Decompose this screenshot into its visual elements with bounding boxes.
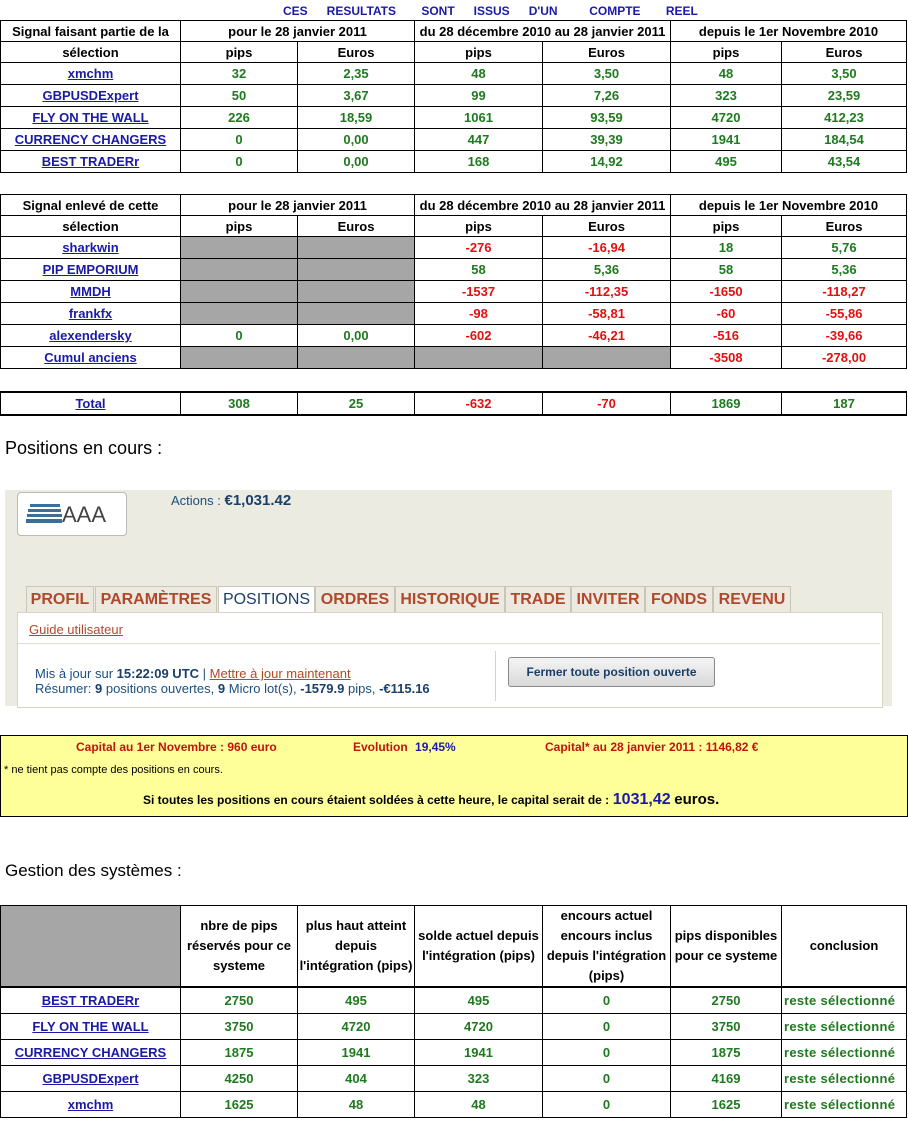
empty-cell <box>298 259 415 281</box>
table-row <box>1 63 907 85</box>
table-row <box>1 129 907 151</box>
tab-ordres[interactable]: ORDRES <box>315 586 395 613</box>
cell: 5,76 <box>782 237 907 259</box>
cell: 25 <box>298 392 415 415</box>
cell: 18,59 <box>298 107 415 129</box>
header-reserved: nbre de pips réservés pour ce systeme <box>181 906 298 988</box>
evolution-value: 19,45% <box>415 740 456 754</box>
cell: 0 <box>181 151 298 173</box>
cell: -3508 <box>671 347 782 369</box>
cell: -46,21 <box>543 325 671 347</box>
evolution-row <box>353 740 456 754</box>
period-month-header: du 28 décembre 2010 au 28 janvier 2011 <box>415 21 671 42</box>
signal-link[interactable]: BEST TRADERr <box>1 987 181 1014</box>
cell: 1061 <box>415 107 543 129</box>
header-high: plus haut atteint depuis l'intégration (pips) <box>298 906 415 988</box>
signal-header-2: sélection <box>1 42 181 63</box>
cell: 2,35 <box>298 63 415 85</box>
cell: 1941 <box>671 129 782 151</box>
cell: 4720 <box>671 107 782 129</box>
tab-positions[interactable]: POSITIONS <box>218 586 315 615</box>
empty-cell <box>181 303 298 325</box>
cell: 308 <box>181 392 298 415</box>
summary-lots-text: Micro lot(s), <box>228 681 297 696</box>
col-pips: pips <box>415 42 543 63</box>
tab-trade[interactable]: TRADE <box>505 586 571 613</box>
cell: 0 <box>543 1092 671 1118</box>
divider-vertical <box>495 651 496 701</box>
cell: -60 <box>671 303 782 325</box>
empty-cell <box>415 347 543 369</box>
cell: -58,81 <box>543 303 671 325</box>
table-row <box>1 325 907 347</box>
cell: 495 <box>415 987 543 1014</box>
cell: 0,00 <box>298 129 415 151</box>
cell: -70 <box>543 392 671 415</box>
empty-cell <box>298 237 415 259</box>
empty-cell <box>181 259 298 281</box>
table-row <box>1 303 907 325</box>
evolution-label: Evolution <box>353 740 408 754</box>
capital-current: Capital* au 28 janvier 2011 : 1146,82 € <box>545 740 759 754</box>
projection-dot: . <box>715 791 720 808</box>
actions-label: Actions : <box>171 493 221 508</box>
refresh-link[interactable]: Mettre à jour maintenant <box>209 666 351 681</box>
cell: 58 <box>415 259 543 281</box>
removed-signals-table <box>0 194 907 369</box>
cell: 39,39 <box>543 129 671 151</box>
summary-label: Résumer: <box>35 681 92 696</box>
cell: -516 <box>671 325 782 347</box>
conclusion-cell: reste sélectionné <box>782 1014 907 1040</box>
cell: -118,27 <box>782 281 907 303</box>
col-euros: Euros <box>543 42 671 63</box>
capital-summary <box>0 735 908 817</box>
cell: 404 <box>298 1066 415 1092</box>
period-month-header: du 28 décembre 2010 au 28 janvier 2011 <box>415 195 671 216</box>
signal-link[interactable]: xmchm <box>1 1092 181 1118</box>
cell: 5,36 <box>543 259 671 281</box>
cell: 4169 <box>671 1066 782 1092</box>
cell: -16,94 <box>543 237 671 259</box>
conclusion-cell: reste sélectionné <box>782 1040 907 1066</box>
conclusion-cell: reste sélectionné <box>782 987 907 1014</box>
cell: 3,50 <box>543 63 671 85</box>
empty-cell <box>543 347 671 369</box>
cell: 5,36 <box>782 259 907 281</box>
capital-footnote: * ne tient pas compte des positions en cours. <box>4 764 223 776</box>
table-row <box>1 1014 907 1040</box>
cell: 0 <box>181 325 298 347</box>
summary-pips: -1579.9 <box>300 681 345 696</box>
tab-profil[interactable]: PROFIL <box>26 586 94 613</box>
cell: 0 <box>543 1014 671 1040</box>
cell: 7,26 <box>543 85 671 107</box>
period-since-header: depuis le 1er Novembre 2010 <box>671 21 907 42</box>
cell: 447 <box>415 129 543 151</box>
actions-value: €1,031.42 <box>224 492 292 509</box>
signal-link[interactable]: xmchm <box>1 63 181 85</box>
cell: -602 <box>415 325 543 347</box>
signal-link[interactable]: alexendersky <box>1 325 181 347</box>
cell: 0 <box>543 1066 671 1092</box>
cell: 323 <box>671 85 782 107</box>
cell: 48 <box>415 63 543 85</box>
empty-cell <box>298 281 415 303</box>
cell: 0 <box>181 129 298 151</box>
period-day-header: pour le 28 janvier 2011 <box>181 21 415 42</box>
cell: -276 <box>415 237 543 259</box>
empty-cell <box>181 237 298 259</box>
projection-value: 1031,42 <box>612 791 671 808</box>
trading-widget <box>5 490 892 706</box>
signal-link[interactable]: CURRENCY CHANGERS <box>1 129 181 151</box>
cell: 323 <box>415 1066 543 1092</box>
signal-link[interactable]: PIP EMPORIUM <box>1 259 181 281</box>
cell: 48 <box>671 63 782 85</box>
capital-start: Capital au 1er Novembre : 960 euro <box>76 740 277 754</box>
total-table <box>0 391 907 416</box>
summary-positions: 9 <box>94 681 103 696</box>
projection-text: Si toutes les positions en cours étaient soldées à cette heure, le capital serait de : <box>143 793 610 807</box>
tab-fonds[interactable]: FONDS <box>645 586 713 613</box>
table-row <box>1 259 907 281</box>
cell: 2750 <box>671 987 782 1014</box>
col-pips: pips <box>671 42 782 63</box>
header-current: encours actuel encours inclus depuis l'intégration (pips) <box>543 906 671 988</box>
tab-inviter[interactable]: INVITER <box>571 586 645 613</box>
cell: 0,00 <box>298 325 415 347</box>
updated-time: 15:22:09 UTC <box>116 666 200 681</box>
empty-cell <box>298 347 415 369</box>
cell: 14,92 <box>543 151 671 173</box>
table-row <box>1 237 907 259</box>
gestion-heading: Gestion des systèmes : <box>5 861 182 880</box>
cell: 1875 <box>181 1040 298 1066</box>
cell: 50 <box>181 85 298 107</box>
cell: 412,23 <box>782 107 907 129</box>
total-link[interactable]: Total <box>1 392 181 415</box>
cell: 43,54 <box>782 151 907 173</box>
cell: 32 <box>181 63 298 85</box>
empty-cell <box>181 347 298 369</box>
signal-link[interactable]: MMDH <box>1 281 181 303</box>
period-day-header: pour le 28 janvier 2011 <box>181 195 415 216</box>
table-row <box>1 107 907 129</box>
systems-management-table <box>0 905 907 1118</box>
signal-link[interactable]: FLY ON THE WALL <box>1 1014 181 1040</box>
table-row <box>1 1040 907 1066</box>
cell: 58 <box>671 259 782 281</box>
summary-positions-text: positions ouvertes, <box>105 681 215 696</box>
cell: 1869 <box>671 392 782 415</box>
capital-projection <box>143 791 719 809</box>
table-row <box>1 85 907 107</box>
signal-link[interactable]: GBPUSDExpert <box>1 1066 181 1092</box>
cell: 4720 <box>415 1014 543 1040</box>
signal-link[interactable]: FLY ON THE WALL <box>1 107 181 129</box>
table-row <box>1 281 907 303</box>
cell: -1537 <box>415 281 543 303</box>
signal-header-2: sélection <box>1 216 181 237</box>
cell: 0 <box>543 987 671 1014</box>
period-since-header: depuis le 1er Novembre 2010 <box>671 195 907 216</box>
empty-cell <box>298 303 415 325</box>
positions-panel <box>17 612 883 708</box>
col-euros: Euros <box>298 216 415 237</box>
header-conclusion: conclusion <box>782 906 907 988</box>
logo-text: AAA <box>62 502 107 527</box>
cell: 48 <box>415 1092 543 1118</box>
cell: -39,66 <box>782 325 907 347</box>
cell: -55,86 <box>782 303 907 325</box>
cell: -632 <box>415 392 543 415</box>
cell: -98 <box>415 303 543 325</box>
table-row <box>1 1066 907 1092</box>
cell: 495 <box>671 151 782 173</box>
tab-historique[interactable]: HISTORIQUE <box>395 586 505 613</box>
cell: 0,00 <box>298 151 415 173</box>
col-pips: pips <box>181 216 298 237</box>
cell: 3,50 <box>782 63 907 85</box>
cell: 2750 <box>181 987 298 1014</box>
cell: -1650 <box>671 281 782 303</box>
logo-stripes-icon <box>26 504 66 526</box>
separator: | <box>202 666 207 681</box>
cell: 23,59 <box>782 85 907 107</box>
col-pips: pips <box>415 216 543 237</box>
selected-signals-table <box>0 20 907 173</box>
empty-header-cell <box>1 906 181 988</box>
cell: 1941 <box>415 1040 543 1066</box>
cell: 1941 <box>298 1040 415 1066</box>
tab-revenu[interactable]: REVENU <box>713 586 791 613</box>
table-row <box>1 151 907 173</box>
cell: 184,54 <box>782 129 907 151</box>
projection-unit: euros <box>674 791 716 808</box>
cell: 226 <box>181 107 298 129</box>
empty-cell <box>181 281 298 303</box>
col-pips: pips <box>671 216 782 237</box>
col-euros: Euros <box>298 42 415 63</box>
cell: 1875 <box>671 1040 782 1066</box>
cell: 0 <box>543 1040 671 1066</box>
conclusion-cell: reste sélectionné <box>782 1092 907 1118</box>
divider <box>18 643 880 644</box>
col-euros: Euros <box>782 216 907 237</box>
cell: 93,59 <box>543 107 671 129</box>
table-row <box>1 987 907 1014</box>
cell: 1625 <box>181 1092 298 1118</box>
close-all-positions-button[interactable]: Fermer toute position ouverte <box>508 657 715 687</box>
signal-link[interactable]: sharkwin <box>1 237 181 259</box>
tab-parametres[interactable]: PARAMÈTRES <box>95 586 217 613</box>
col-pips: pips <box>181 42 298 63</box>
report-banner: CES RESULTATS SONT ISSUS D'UN COMPTE REEL <box>283 4 698 18</box>
signal-link[interactable]: Cumul anciens <box>1 347 181 369</box>
cell: 48 <box>298 1092 415 1118</box>
update-line <box>35 666 351 681</box>
cell: 18 <box>671 237 782 259</box>
cell: 99 <box>415 85 543 107</box>
summary-lots: 9 <box>217 681 226 696</box>
positions-heading: Positions en cours : <box>5 438 163 458</box>
user-guide-link[interactable]: Guide utilisateur <box>29 622 123 637</box>
cell: 3,67 <box>298 85 415 107</box>
signal-link[interactable]: GBPUSDExpert <box>1 85 181 107</box>
total-row <box>1 392 907 415</box>
summary-euros: -€115.16 <box>379 681 430 696</box>
cell: -278,00 <box>782 347 907 369</box>
cell: -112,35 <box>543 281 671 303</box>
cell: 168 <box>415 151 543 173</box>
broker-logo[interactable] <box>17 492 127 536</box>
signal-header: Signal enlevé de cette <box>1 195 181 216</box>
cell: 1625 <box>671 1092 782 1118</box>
cell: 495 <box>298 987 415 1014</box>
header-balance: solde actuel depuis l'intégration (pips) <box>415 906 543 988</box>
signal-link[interactable]: frankfx <box>1 303 181 325</box>
cell: 4250 <box>181 1066 298 1092</box>
cell: 3750 <box>181 1014 298 1040</box>
signal-link[interactable]: CURRENCY CHANGERS <box>1 1040 181 1066</box>
col-euros: Euros <box>782 42 907 63</box>
col-euros: Euros <box>543 216 671 237</box>
summary-pips-text: pips, <box>347 681 376 696</box>
actions-summary <box>171 492 291 509</box>
table-row <box>1 347 907 369</box>
signal-link[interactable]: BEST TRADERr <box>1 151 181 173</box>
summary-line <box>35 681 430 696</box>
cell: 4720 <box>298 1014 415 1040</box>
signal-header: Signal faisant partie de la <box>1 21 181 42</box>
updated-label: Mis à jour sur <box>35 666 114 681</box>
cell: 3750 <box>671 1014 782 1040</box>
conclusion-cell: reste sélectionné <box>782 1066 907 1092</box>
cell: 187 <box>782 392 907 415</box>
table-row <box>1 1092 907 1118</box>
header-available: pips disponibles pour ce systeme <box>671 906 782 988</box>
